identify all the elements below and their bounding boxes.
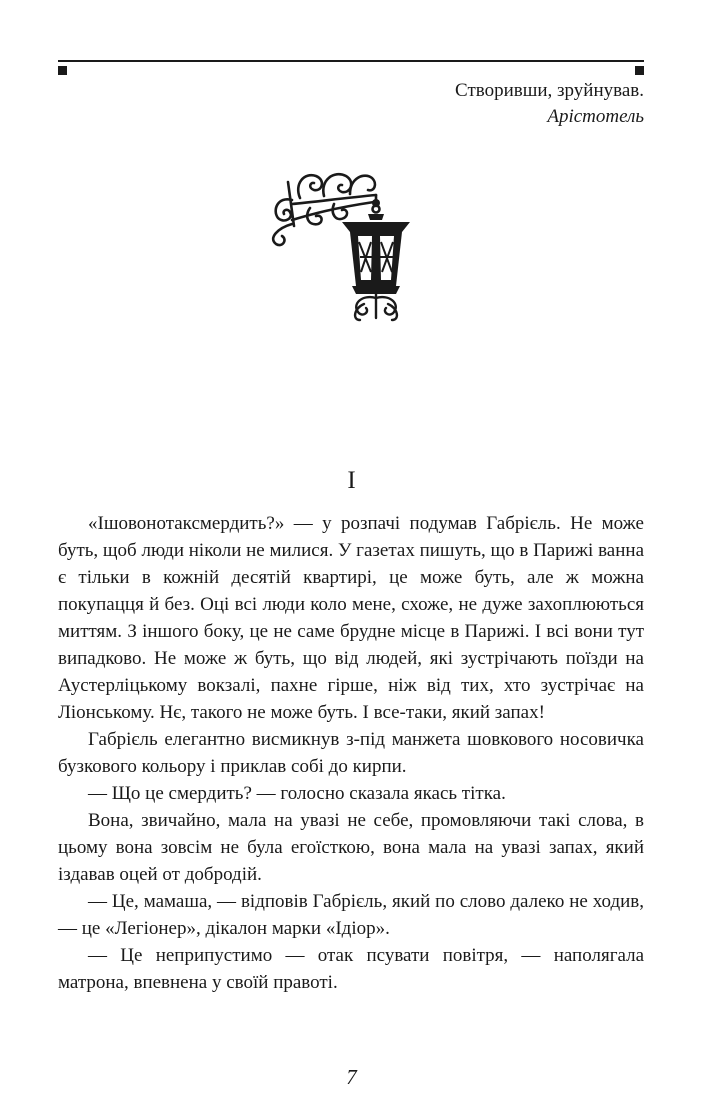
epigraph-author: Арістотель (547, 106, 644, 127)
paragraph: — Це, мамаша, — відповів Габрієль, який по слово далеко не ходив, — це «Легіонер», дікалон марки «Ідіор». (58, 891, 644, 939)
body-text (58, 510, 644, 996)
paragraph: — Що це смердить? — голосно сказала якась тітка. (88, 783, 506, 804)
page-number: 7 (346, 1065, 357, 1089)
rule-square-right (635, 66, 644, 75)
epigraph (455, 78, 644, 130)
paragraph: Габрієль елегантно висмикнув з-під манжета шовкового носовичка бузкового кольору і приклав собі до кирпи. (58, 729, 644, 777)
chapter-number: I (347, 467, 356, 494)
paragraph: — Це неприпустимо — отак псувати повітря, — наполягала матрона, впевнена у своїй правоті. (58, 945, 644, 993)
street-lantern-icon (264, 162, 444, 324)
epigraph-quote: Створивши, зруйнував. (455, 80, 644, 101)
top-rule (58, 60, 644, 62)
rule-square-left (58, 66, 67, 75)
paragraph: «Ішовонотаксмердить?» — у розпачі подумав Габрієль. Не може буть, щоб люди ніколи не милися. У газетах пишуть, що в Парижі ванна є тільки в кожній десятій квартирі, це може буть, але ж можна покупацця й без. Оці всі люди коло мене, схоже, не дуже захоплюються миттям. З іншого боку, це не саме брудне місце в Парижі. І всі вони тут випадково. Не може ж буть, що від людей, які зустрічають поїзди на Аустерліцькому вокзалі, пахне гірше, ніж від тих, хто зустрічає на Ліонському. Нє, такого не може буть. І все-таки, який запах! (58, 513, 645, 723)
paragraph: Вона, звичайно, мала на увазі не себе, промовляючи такі слова, в цьому вона зовсім не була егоїсткою, вона мала на увазі запах, який іздавав оцей от добродій. (58, 810, 644, 885)
